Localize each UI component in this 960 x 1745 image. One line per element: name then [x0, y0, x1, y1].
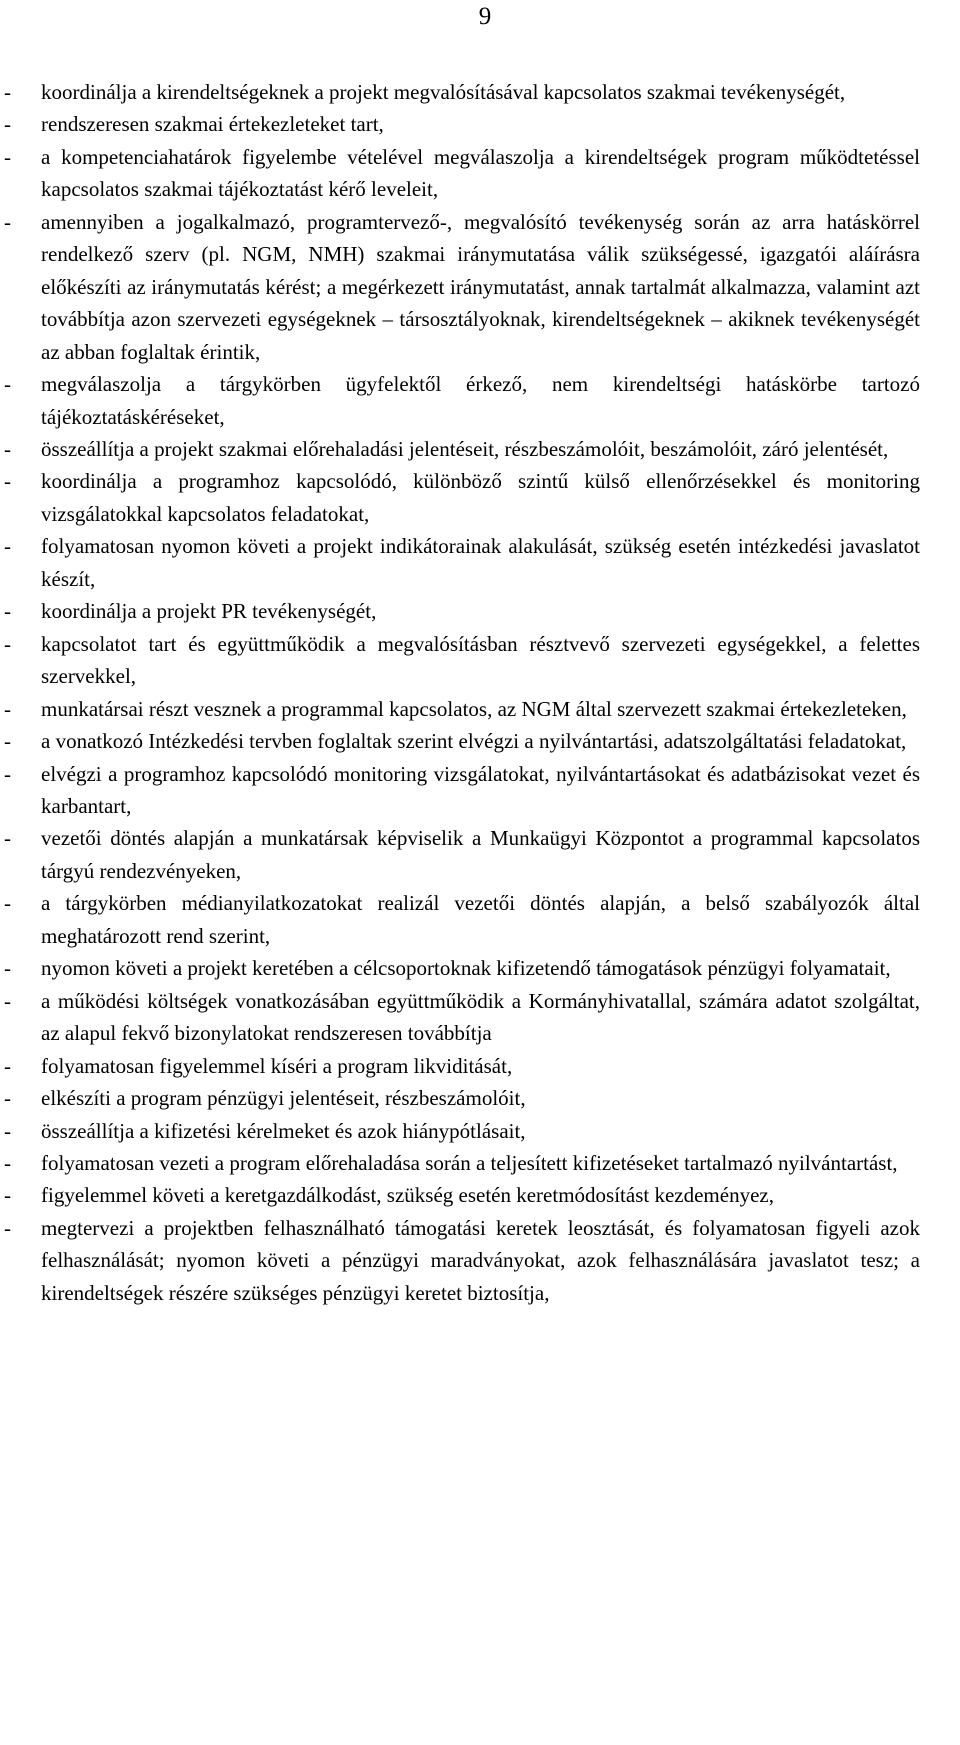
list-item — [0, 725, 960, 757]
list-item-text: elvégzi a programhoz kapcsolódó monitoring vizsgálatokat, nyilvántartásokat és adatbázisokat vezet és karbantart, — [41, 761, 920, 818]
bullet-dash: - — [4, 372, 11, 397]
bullet-dash: - — [4, 1215, 11, 1240]
bullet-dash: - — [4, 988, 11, 1013]
list-item-text: rendszeresen szakmai értekezleteket tart, — [41, 112, 384, 137]
list-item-text: összeállítja a projekt szakmai előrehaladási jelentéseit, részbeszámolóit, beszámolóit, záró jelentését, — [41, 436, 889, 461]
list-item — [0, 1050, 960, 1082]
list-item-text: vezetői döntés alapján a munkatársak képviselik a Munkaügyi Központot a programmal kapcsolatos tárgyú rendezvényeken, — [41, 826, 920, 883]
list-item-text: kapcsolatot tart és együttműködik a megvalósításban résztvevő szervezeti egységekkel, a felettes szervekkel, — [41, 631, 920, 689]
list-item — [0, 985, 960, 1050]
list-item — [0, 368, 960, 433]
list-item-text: a kompetenciahatárok figyelembe vételével megválaszolja a kirendeltségek program működtetéssel kapcsolatos szakmai tájékoztatást kérő leveleit, — [41, 144, 920, 202]
list-item — [0, 822, 960, 887]
list-item — [0, 758, 960, 823]
bullet-dash: - — [4, 696, 11, 721]
bullet-dash: - — [4, 1183, 11, 1208]
bullet-dash: - — [4, 112, 11, 137]
list-item — [0, 465, 960, 530]
list-item-text: a vonatkozó Intézkedési tervben foglaltak szerint elvégzi a nyilvántartási, adatszolgáltatási feladatokat, — [41, 729, 907, 754]
bullet-dash: - — [4, 631, 11, 656]
list-item-text: folyamatosan nyomon követi a projekt indikátorainak alakulását, szükség esetén intézkedési javaslatot készít, — [41, 534, 920, 591]
list-item — [0, 693, 960, 725]
list-item-text: megválaszolja a tárgykörben ügyfelektől érkező, nem kirendeltségi hatáskörbe tartozó tájékoztatáskéréseket, — [41, 372, 920, 429]
list-item — [0, 530, 960, 595]
list-item-text: összeállítja a kifizetési kérelmeket és azok hiánypótlásait, — [41, 1118, 526, 1143]
bullet-dash: - — [4, 469, 11, 494]
list-item — [0, 433, 960, 465]
list-item — [0, 108, 960, 140]
list-item-text: a tárgykörben médianyilatkozatokat realizál vezetői döntés alapján, a belső szabályozók által meghatározott rend szerint, — [41, 891, 920, 948]
bullet-dash: - — [4, 534, 11, 559]
bullet-dash: - — [4, 826, 11, 851]
bullet-dash: - — [4, 436, 11, 461]
task-list — [0, 76, 960, 1309]
list-item — [0, 1212, 960, 1309]
list-item-text: figyelemmel követi a keretgazdálkodást, szükség esetén keretmódosítást kezdeményez, — [41, 1183, 774, 1208]
bullet-dash: - — [4, 891, 11, 916]
bullet-dash: - — [4, 80, 11, 104]
list-item — [0, 595, 960, 627]
list-item — [0, 206, 960, 368]
bullet-dash: - — [4, 144, 11, 169]
list-item-text: folyamatosan vezeti a program előrehaladása során a teljesített kifizetéseket tartalmazó nyilvántartást, — [41, 1150, 898, 1175]
list-item — [0, 887, 960, 952]
list-item — [0, 1115, 960, 1147]
list-item-text: koordinálja a programhoz kapcsolódó, különböző szintű külső ellenőrzésekkel és monitoring vizsgálatokkal kapcsolatos feladatokat, — [41, 469, 920, 526]
list-item-text: munkatársai részt vesznek a programmal kapcsolatos, az NGM által szervezett szakmai értekezleteken, — [41, 696, 907, 721]
list-item — [0, 1147, 960, 1179]
bullet-dash: - — [4, 956, 11, 981]
bullet-dash: - — [4, 209, 11, 234]
bullet-dash: - — [4, 729, 11, 754]
list-item-text: folyamatosan figyelemmel kíséri a program likviditását, — [41, 1053, 513, 1078]
list-item-text: koordinálja a projekt PR tevékenységét, — [41, 599, 377, 624]
list-item-text: megtervezi a projektben felhasználható támogatási keretek leosztását, és folyamatosan figyeli azok felhasználását; nyomon követi a pénzügyi maradványokat, azok felhasználására javaslatot tesz; a kirendeltségek részére szükséges pénzügyi keretet biztosítja, — [41, 1215, 920, 1305]
list-item-text: amennyiben a jogalkalmazó, programtervező-, megvalósító tevékenység során az arra hatáskörrel rendelkező szerv (pl. NGM, NMH) szakmai iránymutatása válik szükségessé, igazgatói aláírásra előkészíti az iránymutatás kérést; a megérkezett iránymutatást, annak tartalmát alkalmazza, valamint azt továbbítja azon szervezeti egységeknek – társosztályoknak, kirendeltségeknek – akiknek tevékenységét az abban foglaltak érintik, — [41, 209, 920, 364]
bullet-dash: - — [4, 1053, 11, 1078]
bullet-dash: - — [4, 1086, 11, 1111]
list-item — [0, 1082, 960, 1114]
list-item — [0, 1179, 960, 1211]
list-item-text: nyomon követi a projekt keretében a célcsoportoknak kifizetendő támogatások pénzügyi folyamatait, — [41, 956, 891, 981]
bullet-dash: - — [4, 599, 11, 624]
list-item-text: a működési költségek vonatkozásában együttműködik a Kormányhivatallal, számára adatot szolgáltat, az alapul fekvő bizonylatokat rendszeresen továbbítja — [41, 988, 920, 1046]
list-item-text: elkészíti a program pénzügyi jelentéseit, részbeszámolóit, — [41, 1086, 526, 1111]
list-item — [0, 628, 960, 693]
list-item — [0, 952, 960, 984]
bullet-dash: - — [4, 761, 11, 786]
bullet-dash: - — [4, 1150, 11, 1175]
list-item — [0, 141, 960, 206]
page-number: 9 — [478, 3, 492, 30]
list-item — [0, 76, 960, 108]
bullet-dash: - — [4, 1118, 11, 1143]
list-item-text: koordinálja a kirendeltségeknek a projekt megvalósításával kapcsolatos szakmai tevékenységét, — [41, 80, 846, 104]
